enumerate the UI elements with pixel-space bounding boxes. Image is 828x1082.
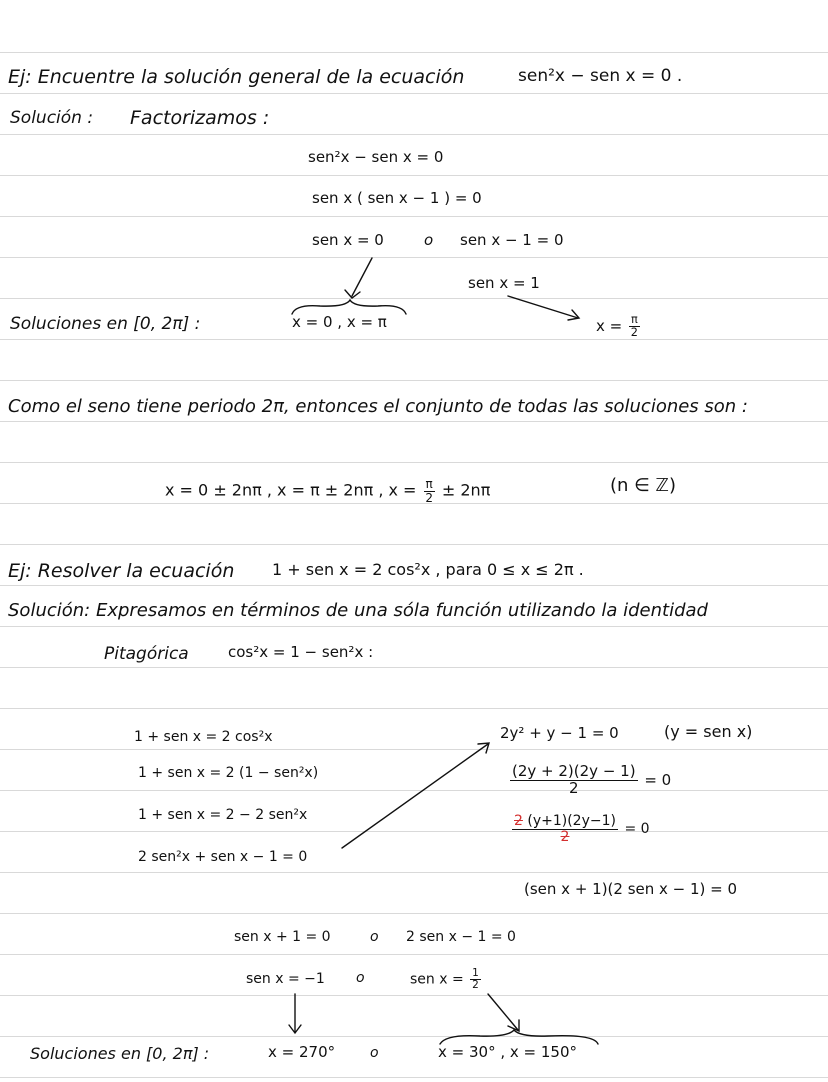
ruled-line — [0, 462, 828, 463]
ruled-line — [0, 585, 828, 586]
soluciones-label-1: Soluciones en [0, 2π] : — [10, 314, 201, 334]
general-solution: x = 0 ± 2nπ , x = π ± 2nπ , x = $\frac{\pi}{2}$ ± 2nπ — [165, 477, 491, 505]
ruled-line — [0, 831, 828, 832]
ruled-line — [0, 667, 828, 668]
or-connector: o — [424, 231, 434, 249]
arrow-head — [508, 1020, 519, 1031]
step-3-right: sen x − 1 = 0 — [460, 231, 564, 249]
one-half-fraction: $\frac{1}{2}$ — [472, 967, 479, 992]
solution-b — [596, 314, 642, 339]
ruled-line — [0, 1077, 828, 1078]
arrow-head — [289, 1025, 301, 1033]
ruled-line — [0, 298, 828, 299]
final-solutions-b: x = 30° , x = 150° — [438, 1043, 577, 1061]
step-1: sen²x − sen x = 0 — [308, 148, 444, 166]
case2-left: sen x = −1 — [246, 971, 325, 987]
arrow-stroke — [352, 258, 372, 296]
solutions-a: x = 0 , x = π — [292, 313, 387, 331]
left-step-1: 1 + sen x = 2 cos²x — [134, 729, 273, 745]
solucion-sentence: Solución: Expresamos en términos de una sóla función utilizando la identidad — [8, 600, 708, 621]
ruled-line — [0, 626, 828, 627]
cancelled-factor: 2 — [514, 813, 523, 829]
substitution-note: (y = sen x) — [664, 722, 753, 741]
left-step-2: 1 + sen x = 2 (1 − sen²x) — [138, 765, 319, 781]
ruled-line — [0, 257, 828, 258]
cancelled-denominator: 2 — [560, 828, 570, 845]
pitagorica-label: Pitagórica — [104, 644, 189, 664]
ruled-line — [0, 216, 828, 217]
ruled-line — [0, 339, 828, 340]
ruled-line — [0, 544, 828, 545]
example2-equation: 1 + sen x = 2 cos²x , para 0 ≤ x ≤ 2π . — [272, 560, 584, 579]
pythagorean-identity: cos²x = 1 − sen²x : — [228, 643, 374, 661]
example1-header: Ej: Encuentre la solución general de la ecuación — [8, 66, 465, 88]
pi-over-2-fraction: $\frac{\pi}{2}$ — [425, 477, 433, 505]
ruled-line — [0, 749, 828, 750]
case-left: sen x + 1 = 0 — [234, 929, 331, 945]
ruled-line — [0, 134, 828, 135]
soluciones-label-2: Soluciones en [0, 2π] : — [30, 1044, 210, 1063]
pi-over-2-fraction: $\frac{\pi}{2}$ — [630, 313, 638, 339]
step-2: sen x ( sen x − 1 ) = 0 — [312, 189, 482, 207]
right-step-1: 2y² + y − 1 = 0 — [500, 724, 619, 742]
factorizamos-text: Factorizamos : — [130, 107, 270, 129]
example2-header: Ej: Resolver la ecuación — [8, 560, 235, 582]
left-step-3: 1 + sen x = 2 − 2 sen²x — [138, 807, 308, 823]
ruled-line — [0, 380, 828, 381]
case2-right: sen x = $\frac{1}{2}$ — [410, 967, 479, 992]
left-step-4: 2 sen²x + sen x − 1 = 0 — [138, 849, 308, 865]
right-step-2: $\frac{(2y + 2)(2y - 1)}{2}$ = 0 — [512, 762, 672, 797]
case-right: 2 sen x − 1 = 0 — [406, 929, 516, 945]
final-solution-a: x = 270° — [268, 1043, 336, 1061]
solution-b-prefix: x = — [596, 316, 623, 335]
ruled-line — [0, 954, 828, 955]
arrow-stroke — [508, 296, 578, 318]
arrow-head — [568, 310, 579, 320]
right-step-3: $\frac{2 (y+1)(2y-1)}{2}$ = 0 — [514, 813, 650, 845]
n-integer-condition: (n ∈ ℤ) — [610, 475, 676, 496]
ruled-line — [0, 708, 828, 709]
arrow-stroke — [342, 744, 488, 848]
ruled-line — [0, 52, 828, 53]
right-step-2-fraction: $\frac{(2y + 2)(2y - 1)}{2}$ — [512, 762, 636, 797]
ruled-line — [0, 421, 828, 422]
factored-equation: (sen x + 1)(2 sen x − 1) = 0 — [524, 880, 738, 898]
ruled-line — [0, 175, 828, 176]
arrow-stroke — [488, 994, 518, 1030]
or-connector: o — [356, 970, 365, 986]
ruled-line — [0, 1036, 828, 1037]
or-connector: o — [370, 929, 379, 945]
solucion-label: Solución : — [10, 108, 94, 128]
ruled-line — [0, 872, 828, 873]
step-4: sen x = 1 — [468, 274, 540, 292]
periodo-sentence: Como el seno tiene periodo 2π, entonces el conjunto de todas las soluciones son : — [8, 396, 748, 417]
step-3-left: sen x = 0 — [312, 231, 384, 249]
brace-stroke — [440, 1030, 598, 1044]
ruled-line — [0, 93, 828, 94]
ruled-line — [0, 913, 828, 914]
or-connector: o — [370, 1045, 379, 1061]
ruled-line — [0, 995, 828, 996]
arrow-head — [345, 290, 360, 298]
arrow-head — [478, 743, 489, 753]
brace-stroke — [292, 300, 406, 314]
example1-equation: sen²x − sen x = 0 . — [518, 66, 683, 86]
right-step-3-fraction: $\frac{2 (y+1)(2y-1)}{2}$ — [514, 813, 616, 845]
ruled-line — [0, 790, 828, 791]
